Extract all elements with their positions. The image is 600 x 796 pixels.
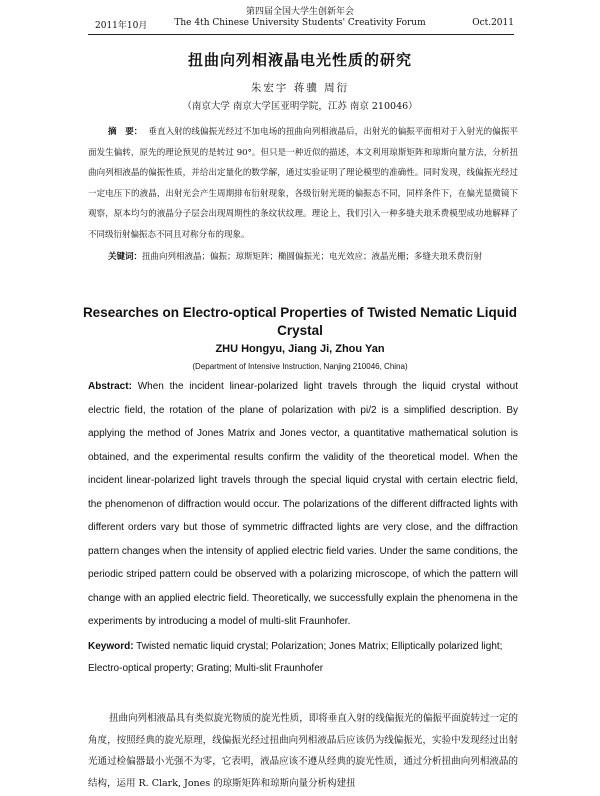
- english-abstract-label: Abstract:: [88, 381, 132, 392]
- header-conference-title: 第四届全国大学生创新年会: [245, 7, 354, 17]
- english-authors: ZHU Hongyu, Jiang Ji, Zhou Yan: [215, 343, 385, 355]
- chinese-abstract: [88, 122, 518, 246]
- body-paragraph: 扭曲向列相液晶具有类似旋光物质的旋光性质，即将垂直入射的线偏振光的偏振平面旋转过一定的角度，按照经典的旋光原理，线偏振光经过扭曲向列相液晶后应该仍为线偏振光，实验中发现经过出射光通过检偏器最小光强不为零，它表明，液晶应该不遵从经典的旋光性质，通过分析扭曲向列相液晶的结构，运用 R. Clark, Jones 的琼斯矩阵和琼斯向量分析构建扭: [88, 713, 518, 789]
- english-abstract: [88, 375, 518, 634]
- chinese-affiliation: （南京大学 南京大学匡亚明学院，江苏 南京 210046）: [182, 101, 418, 112]
- chinese-abstract-label: 摘 要：: [108, 127, 143, 137]
- chinese-abstract-text: 垂直入射的线偏振光经过不加电场的扭曲向列相液晶后，出射光的偏振平面相对于入射光的偏振平面发生偏转，原先的理论预见的是转过 90°。但只是一种近似的描述，本文利用琼斯矩阵和琼斯向量方法，分析扭曲向列相液晶的偏振性质，并给出定量化的数学解，通过实验证明了理论模型的准确性。同时发现，线偏振光经过一定电压下的液晶，出射光会产生周期排布衍射现象，各级衍射光斑的偏振态不同，同样条件下，在偏光显微镜下观察，原本均匀的液晶分子层会出现周期性的条纹状纹理。理论上，我们引入一种多缝夫琅禾费模型成功地解释了不同级衍射偏振态不同且对称分布的现象。: [88, 127, 518, 240]
- chinese-keywords: [88, 250, 518, 262]
- header-date-en: Oct.2011: [472, 18, 514, 28]
- english-abstract-text: When the incident linear-polarized light travels through the liquid crystal without electric field, the rotation of the plane of polarization with pi/2 is a simplified description. By applying the method of Jones Matrix and Jones vector, a quantitative mathematical solution is obtained, and the experimental results confirm the validity of the theoretical model. When the incident linear-polarized light travels through the special liquid crystal with certain electric field, the phenomenon of diffraction would occur. The polarizations of the different diffracted lights with different orders vary but those of symmetric diffracted lights are very close, and the diffraction pattern changes when the intensity of applied electric field varies. Under the same conditions, the periodic striped pattern could be observed with a polarizing microscope, of which the pattern will change with an applied electric field. Theoretically, we successfully explain the phenomena in the experiments by introducing a model of multi-slit Fraunhofer.: [88, 381, 519, 627]
- header-date-cn: 2011年10月: [95, 21, 148, 31]
- english-keywords-label: Keyword:: [88, 641, 134, 652]
- chinese-title: 扭曲向列相液晶电光性质的研究: [187, 51, 412, 69]
- english-keywords: [88, 636, 518, 679]
- english-keywords-text: Twisted nematic liquid crystal; Polarization; Jones Matrix; Elliptically polarized light; Electro-optical property; Grating; Multi-slit Fraunhofer: [88, 641, 503, 674]
- chinese-keywords-label: 关键词：: [108, 252, 143, 262]
- running-header: [0, 4, 600, 30]
- chinese-keywords-text: 扭曲向列相液晶；偏振；琼斯矩阵；椭圆偏振光；电光效应；液晶光栅；多缝夫琅禾费衍射: [142, 252, 483, 262]
- header-forum-en: The 4th Chinese University Students' Creativity Forum: [174, 18, 426, 28]
- english-affiliation: (Department of Intensive Instruction, Nanjing 210046, China): [192, 362, 408, 371]
- header-divider: [88, 34, 514, 35]
- chinese-authors: 朱宏宇 蒋骥 周衍: [250, 82, 350, 94]
- english-title: Researches on Electro-optical Properties of Twisted Nematic Liquid Crystal: [82, 305, 518, 338]
